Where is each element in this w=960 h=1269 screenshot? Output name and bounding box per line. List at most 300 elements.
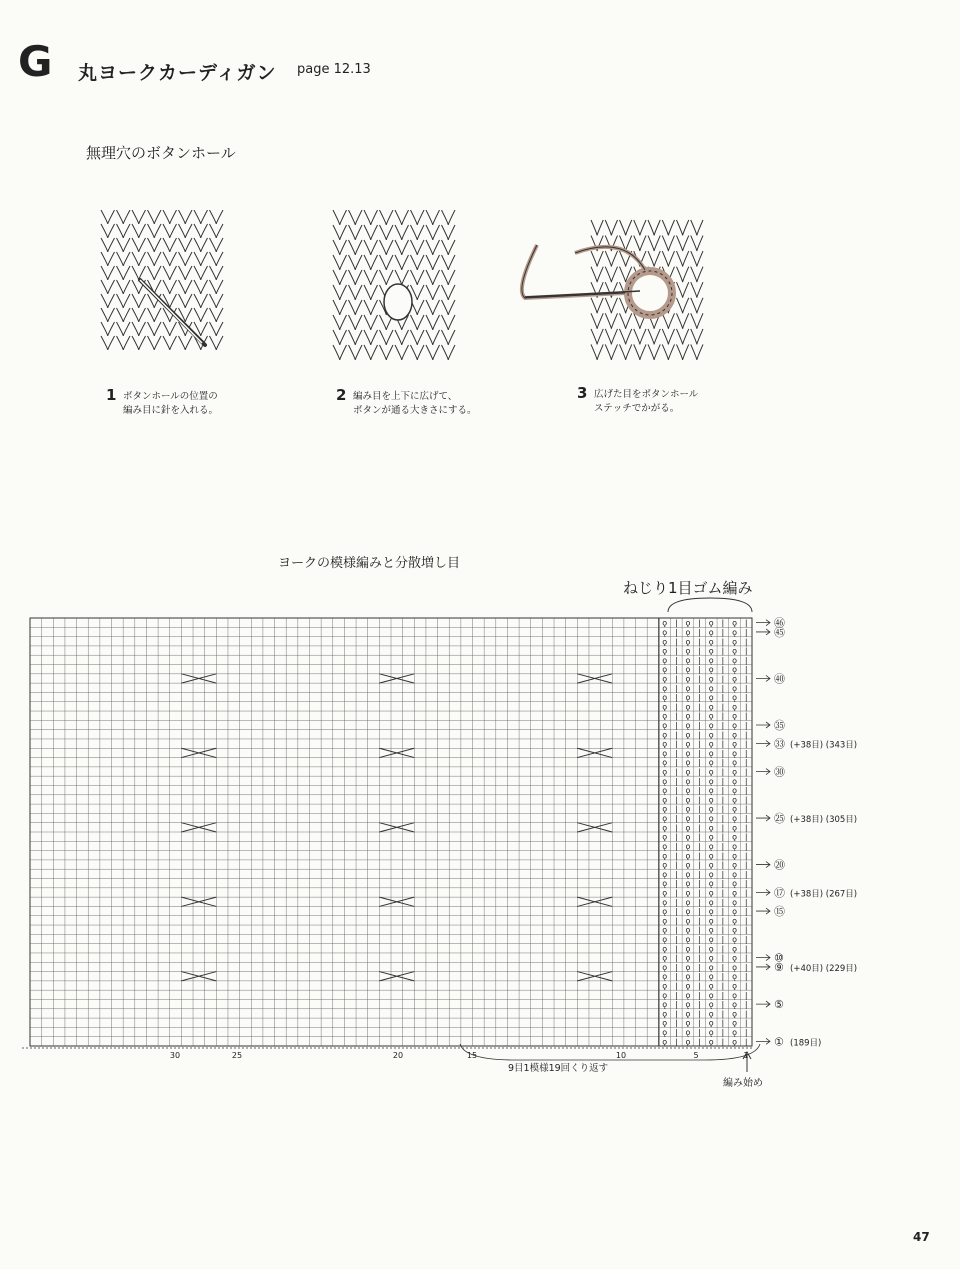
column-tick: 1 [743, 1051, 749, 1060]
rib-symbol: ǫ [708, 972, 714, 982]
rib-symbol: | [721, 804, 725, 814]
rib-symbol: ǫ [732, 748, 737, 758]
rib-symbol: | [674, 962, 678, 972]
rib-symbol: | [674, 981, 678, 991]
rib-symbol: ǫ [732, 655, 737, 665]
rib-symbol: | [698, 674, 701, 684]
rib-symbol: | [744, 683, 748, 693]
row-marker-label: ⑩ [774, 951, 784, 965]
rib-symbol: ǫ [732, 1037, 737, 1047]
rib-symbol: ǫ [662, 693, 668, 703]
rib-symbol: | [721, 888, 725, 898]
rib-symbol: ǫ [732, 1000, 737, 1010]
rib-symbol: ǫ [708, 748, 714, 758]
rib-symbol: ǫ [685, 711, 691, 721]
rib-symbol: | [698, 1009, 701, 1019]
rib-symbol: | [744, 637, 748, 647]
rib-symbol: ǫ [662, 944, 668, 954]
rib-symbol: ǫ [732, 693, 737, 703]
rib-symbol: ǫ [732, 981, 737, 991]
rib-symbol: | [744, 693, 748, 703]
rib-symbol: | [744, 795, 748, 805]
rib-symbol: ǫ [662, 814, 668, 824]
rib-symbol: ǫ [662, 869, 668, 879]
cable-cross [379, 897, 414, 906]
row-marker-label: ⑨ [774, 960, 784, 974]
rib-symbol: | [721, 665, 725, 675]
rib-symbol: ǫ [662, 1028, 668, 1038]
rib-symbol: ǫ [732, 832, 737, 842]
rib-symbol: ǫ [708, 665, 714, 675]
rib-symbol: | [674, 944, 678, 954]
rib-symbol: ǫ [708, 925, 714, 935]
rib-symbol: | [698, 944, 701, 954]
rib-symbol: | [721, 832, 725, 842]
rib-symbol: | [721, 646, 725, 656]
rib-symbol: ǫ [708, 627, 714, 637]
column-tick: 30 [169, 1051, 181, 1060]
rib-symbol: | [721, 711, 725, 721]
rib-symbol: ǫ [662, 832, 668, 842]
rib-symbol: ǫ [685, 721, 691, 730]
rib-symbol: | [698, 767, 701, 777]
rib-symbol: ǫ [732, 646, 737, 656]
rib-symbol: | [744, 814, 748, 824]
rib-symbol: | [744, 627, 748, 637]
rib-symbol: ǫ [708, 1000, 714, 1010]
rib-symbol: ǫ [732, 962, 737, 972]
rib-symbol: | [674, 1000, 678, 1010]
rib-symbol: | [674, 897, 678, 907]
rib-symbol: ǫ [732, 925, 737, 935]
rib-symbol: | [721, 674, 725, 684]
rib-symbol: ǫ [662, 916, 668, 926]
rib-symbol: ǫ [708, 944, 714, 954]
rib-symbol: ǫ [732, 804, 737, 814]
rib-symbol: ǫ [708, 981, 714, 991]
rib-symbol: ǫ [685, 944, 691, 954]
marker-arrow-icon [756, 964, 770, 970]
rib-symbol: ǫ [732, 841, 737, 851]
rib-symbol: | [721, 925, 725, 935]
rib-symbol: | [698, 637, 701, 647]
rib-symbol: | [698, 879, 701, 889]
step-2-number: 2 [336, 386, 347, 404]
marker-arrow-icon [756, 862, 770, 868]
rib-symbol: ǫ [708, 1018, 714, 1028]
row-marker-label: ㉚ [774, 765, 785, 779]
rib-symbol: | [721, 972, 725, 982]
rib-symbol: ǫ [662, 925, 668, 935]
row-marker-label: ⑮ [774, 905, 785, 919]
buttonhole-section-title: 無理穴のボタンホール [86, 144, 236, 162]
rib-symbol: ǫ [685, 823, 691, 833]
rib-symbol: ǫ [732, 786, 737, 796]
rib-symbol: | [674, 888, 678, 898]
cable-cross [181, 897, 216, 906]
rib-symbol: ǫ [685, 804, 691, 814]
rib-symbol: | [698, 935, 701, 944]
rib-symbol: ǫ [685, 990, 691, 1000]
rib-symbol: | [698, 1000, 701, 1010]
rib-symbol: ǫ [662, 879, 668, 889]
rib-symbol: ǫ [708, 674, 714, 684]
rib-symbol: ǫ [708, 730, 714, 740]
rib-symbol: ǫ [708, 739, 714, 749]
rib-symbol: | [674, 683, 678, 693]
rib-symbol: | [698, 981, 701, 991]
rib-symbol: ǫ [708, 721, 714, 730]
rib-symbol: ǫ [732, 888, 737, 898]
marker-arrow-icon [756, 908, 770, 914]
rib-symbol: ǫ [732, 935, 737, 944]
rib-symbol: ǫ [708, 814, 714, 824]
rib-symbol: | [674, 879, 678, 889]
marker-arrow-icon [756, 769, 770, 775]
rib-symbol: | [674, 804, 678, 814]
rib-symbol: ǫ [708, 851, 714, 861]
rib-symbol: | [674, 860, 678, 870]
rib-symbol: | [698, 814, 701, 824]
rib-symbol: ǫ [685, 832, 691, 842]
rib-symbol: ǫ [732, 851, 737, 861]
rib-symbol: ǫ [662, 1037, 668, 1047]
rib-symbol: | [674, 786, 678, 796]
rib-symbol: ǫ [662, 953, 668, 963]
rib-symbol: | [721, 869, 725, 879]
rib-symbol: ǫ [708, 990, 714, 1000]
step-1-number: 1 [106, 386, 117, 404]
rib-symbol: ǫ [732, 869, 737, 879]
cable-cross [379, 823, 414, 832]
rib-symbol: ǫ [685, 730, 691, 740]
rib-symbol: ǫ [708, 907, 714, 917]
rib-symbol: | [721, 795, 725, 805]
rib-symbol: | [674, 1009, 678, 1019]
rib-symbol: | [721, 1018, 725, 1028]
rib-symbol: ǫ [685, 888, 691, 898]
rib-symbol: ǫ [685, 879, 691, 889]
rib-symbol: ǫ [662, 860, 668, 870]
marker-arrow-icon [756, 629, 770, 635]
rib-symbol: ǫ [662, 804, 668, 814]
rib-symbol: ǫ [732, 823, 737, 833]
rib-symbol: | [721, 879, 725, 889]
row-marker-note: (+38目) (267目) [790, 889, 858, 900]
rib-symbol: | [744, 1009, 748, 1019]
rib-symbol: ǫ [685, 637, 691, 647]
rib-symbol: ǫ [685, 795, 691, 805]
rib-symbol: | [698, 925, 701, 935]
rib-symbol: ǫ [685, 1000, 691, 1010]
rib-symbol: ǫ [732, 721, 737, 730]
rib-symbol: ǫ [708, 888, 714, 898]
rib-symbol: ǫ [685, 897, 691, 907]
rib-symbol: ǫ [685, 981, 691, 991]
rib-symbol: ǫ [685, 683, 691, 693]
rib-symbol: ǫ [662, 1018, 668, 1028]
section-letter: G [18, 40, 53, 80]
rib-label: ねじり1目ゴム編み [623, 579, 753, 597]
rib-symbol: ǫ [662, 739, 668, 749]
rib-symbol: ǫ [685, 851, 691, 861]
rib-symbol: ǫ [708, 758, 714, 768]
rib-symbol: | [698, 758, 701, 768]
rib-symbol: | [744, 748, 748, 758]
rib-symbol: ǫ [685, 935, 691, 944]
rib-symbol: ǫ [662, 888, 668, 898]
rib-symbol: | [698, 627, 701, 637]
rib-symbol: ǫ [662, 1009, 668, 1019]
rib-symbol: ǫ [662, 841, 668, 851]
rib-symbol: | [674, 776, 678, 786]
rib-symbol: | [674, 665, 678, 675]
row-marker-label: ㉟ [774, 719, 785, 732]
rib-symbol: | [744, 721, 748, 730]
rib-symbol: ǫ [732, 767, 737, 777]
rib-symbol: ǫ [685, 814, 691, 824]
chart-title: ヨークの模様編みと分散増し目 [278, 556, 461, 571]
rib-symbol: ǫ [732, 907, 737, 917]
rib-symbol: ǫ [662, 823, 668, 833]
rib-symbol: | [674, 655, 678, 665]
rib-symbol: | [698, 1037, 701, 1047]
rib-symbol: ǫ [685, 646, 691, 656]
rib-symbol: | [744, 907, 748, 917]
rib-symbol: ǫ [685, 758, 691, 768]
rib-symbol: | [744, 1000, 748, 1010]
rib-symbol: ǫ [732, 683, 737, 693]
rib-symbol: | [721, 721, 725, 730]
rib-symbol: ǫ [708, 693, 714, 703]
rib-symbol: | [721, 823, 725, 833]
rib-symbol: ǫ [662, 655, 668, 665]
rib-symbol: ǫ [685, 767, 691, 777]
rib-symbol: | [698, 972, 701, 982]
rib-symbol: ǫ [708, 962, 714, 972]
rib-symbol: | [744, 730, 748, 740]
rib-symbol: | [721, 618, 725, 628]
rib-symbol: | [721, 637, 725, 647]
rib-symbol: | [744, 804, 748, 814]
row-marker-label: ㊺ [774, 625, 785, 639]
marker-arrow-icon [756, 620, 770, 626]
rib-symbol: | [744, 1028, 748, 1038]
rib-symbol: ǫ [685, 1018, 691, 1028]
rib-symbol: | [698, 990, 701, 1000]
rib-symbol: | [721, 935, 725, 944]
rib-symbol: ǫ [685, 925, 691, 935]
rib-symbol: | [721, 916, 725, 926]
rib-symbol: ǫ [685, 841, 691, 851]
rib-symbol: | [744, 739, 748, 749]
rib-symbol: ǫ [662, 683, 668, 693]
rib-symbol: ǫ [708, 823, 714, 833]
rib-symbol: ǫ [708, 1028, 714, 1038]
rib-symbol: | [674, 702, 678, 712]
rib-symbol: ǫ [662, 730, 668, 740]
rib-symbol: | [674, 814, 678, 824]
rib-symbol: ǫ [732, 665, 737, 675]
rib-symbol: ǫ [662, 711, 668, 721]
cable-cross [379, 972, 414, 981]
row-marker-label: ㊵ [774, 672, 785, 686]
rib-symbol: | [744, 935, 748, 944]
rib-symbol: ǫ [662, 1000, 668, 1010]
rib-symbol: ǫ [685, 1028, 691, 1038]
rib-symbol: | [744, 1037, 748, 1047]
rib-symbol: ǫ [685, 1009, 691, 1019]
rib-symbol: | [674, 721, 678, 730]
rib-symbol: ǫ [732, 860, 737, 870]
chart-grid [22, 618, 752, 1048]
rib-symbol: | [674, 627, 678, 637]
rib-symbol: ǫ [708, 841, 714, 851]
rib-symbol: | [721, 1000, 725, 1010]
rib-symbol: ǫ [662, 637, 668, 647]
row-markers [756, 617, 857, 1049]
cable-cross [577, 897, 612, 906]
rib-symbol: | [698, 702, 701, 712]
rib-symbol: ǫ [708, 683, 714, 693]
rib-symbol: | [721, 841, 725, 851]
rib-symbol: | [744, 879, 748, 889]
rib-symbol: ǫ [662, 786, 668, 796]
rib-symbol: | [674, 990, 678, 1000]
rib-symbol: | [721, 702, 725, 712]
rib-symbol: ǫ [662, 851, 668, 861]
rib-symbol: | [744, 767, 748, 777]
rib-symbol: | [721, 1028, 725, 1038]
rib-symbol: ǫ [685, 618, 691, 628]
rib-symbol: ǫ [662, 907, 668, 917]
start-label: 編み始め [723, 1078, 763, 1089]
rib-symbol: | [744, 897, 748, 907]
marker-arrow-icon [756, 955, 770, 961]
rib-symbol: ǫ [708, 804, 714, 814]
rib-symbol: ǫ [685, 962, 691, 972]
rib-symbol: | [674, 767, 678, 777]
rib-symbol: ǫ [662, 972, 668, 982]
rib-symbol: ǫ [708, 916, 714, 926]
rib-symbol: | [698, 897, 701, 907]
cable-cross [379, 674, 414, 683]
row-marker-note: (+38目) (343目) [790, 740, 858, 751]
rib-symbol: ǫ [685, 953, 691, 963]
rib-symbol: ǫ [662, 981, 668, 991]
row-marker-label: ㉝ [774, 737, 785, 751]
rib-symbol: ǫ [685, 869, 691, 879]
rib-symbol: | [721, 776, 725, 786]
rib-symbol: | [698, 962, 701, 972]
marker-arrow-icon [756, 815, 770, 821]
rib-symbol: | [698, 860, 701, 870]
rib-symbol: | [674, 832, 678, 842]
rib-symbol: | [674, 758, 678, 768]
column-tick: 5 [693, 1051, 699, 1060]
rib-symbol: | [674, 646, 678, 656]
rib-symbol: ǫ [685, 972, 691, 982]
rib-symbol: ǫ [662, 897, 668, 907]
rib-symbol: ǫ [732, 739, 737, 749]
rib-symbol: ǫ [708, 860, 714, 870]
rib-symbol: | [674, 730, 678, 740]
rib-symbol: | [744, 860, 748, 870]
rib-symbol: | [744, 944, 748, 954]
rib-symbol: ǫ [685, 627, 691, 637]
marker-arrow-icon [756, 1001, 770, 1007]
rib-symbol: | [744, 851, 748, 861]
rib-symbol: | [674, 618, 678, 628]
rib-symbol: | [721, 814, 725, 824]
rib-symbol: ǫ [685, 739, 691, 749]
rib-symbol: ǫ [708, 1037, 714, 1047]
rib-symbol: ǫ [708, 953, 714, 963]
rib-symbol: | [674, 972, 678, 982]
rib-symbol: ǫ [708, 935, 714, 944]
cable-cross [577, 823, 612, 832]
rib-symbol: | [698, 711, 701, 721]
marker-arrow-icon [756, 741, 770, 747]
rib-symbol: | [698, 804, 701, 814]
rib-symbol: ǫ [685, 860, 691, 870]
rib-symbol: ǫ [708, 897, 714, 907]
rib-symbol: | [698, 655, 701, 665]
rib-symbol: | [674, 1018, 678, 1028]
rib-symbol: ǫ [685, 665, 691, 675]
rib-symbol: | [674, 823, 678, 833]
rib-symbol: ǫ [685, 786, 691, 796]
row-marker-label: ⑰ [774, 886, 785, 900]
rib-symbol: | [721, 1037, 725, 1047]
marker-arrow-icon [756, 722, 770, 728]
rib-symbol: | [721, 944, 725, 954]
rib-symbol: | [698, 1028, 701, 1038]
rib-symbol: | [674, 637, 678, 647]
rib-symbol: ǫ [662, 767, 668, 777]
rib-symbol: | [744, 972, 748, 982]
rib-symbol: ǫ [708, 637, 714, 647]
rib-symbol: | [744, 702, 748, 712]
column-tick: 25 [231, 1051, 243, 1060]
rib-symbol: ǫ [708, 655, 714, 665]
step-3-number: 3 [577, 384, 588, 402]
rib-symbol: | [744, 646, 748, 656]
rib-symbol: | [698, 748, 701, 758]
rib-symbol: ǫ [732, 879, 737, 889]
row-marker-label: ① [774, 1035, 784, 1049]
rib-symbol: ǫ [662, 618, 668, 628]
rib-symbol: ǫ [708, 869, 714, 879]
rib-symbol: ǫ [685, 702, 691, 712]
row-marker-note: (+40目) (229目) [790, 963, 858, 974]
row-marker-note: (189目) [790, 1038, 822, 1049]
rib-symbol: | [721, 981, 725, 991]
rib-symbol: | [674, 907, 678, 917]
rib-symbol: | [721, 655, 725, 665]
rib-symbol: | [698, 953, 701, 963]
rib-symbol: ǫ [708, 776, 714, 786]
rib-symbol: ǫ [685, 693, 691, 703]
marker-arrow-icon [756, 889, 770, 895]
rib-symbol: | [721, 739, 725, 749]
step-3-text: 広げた目をボタンホール ステッチでかがる。 [594, 389, 699, 414]
rib-symbol: | [674, 795, 678, 805]
rib-symbol: ǫ [732, 1028, 737, 1038]
rib-symbol: ǫ [708, 795, 714, 805]
rib-symbol: ǫ [732, 637, 737, 647]
rib-symbol: | [744, 981, 748, 991]
